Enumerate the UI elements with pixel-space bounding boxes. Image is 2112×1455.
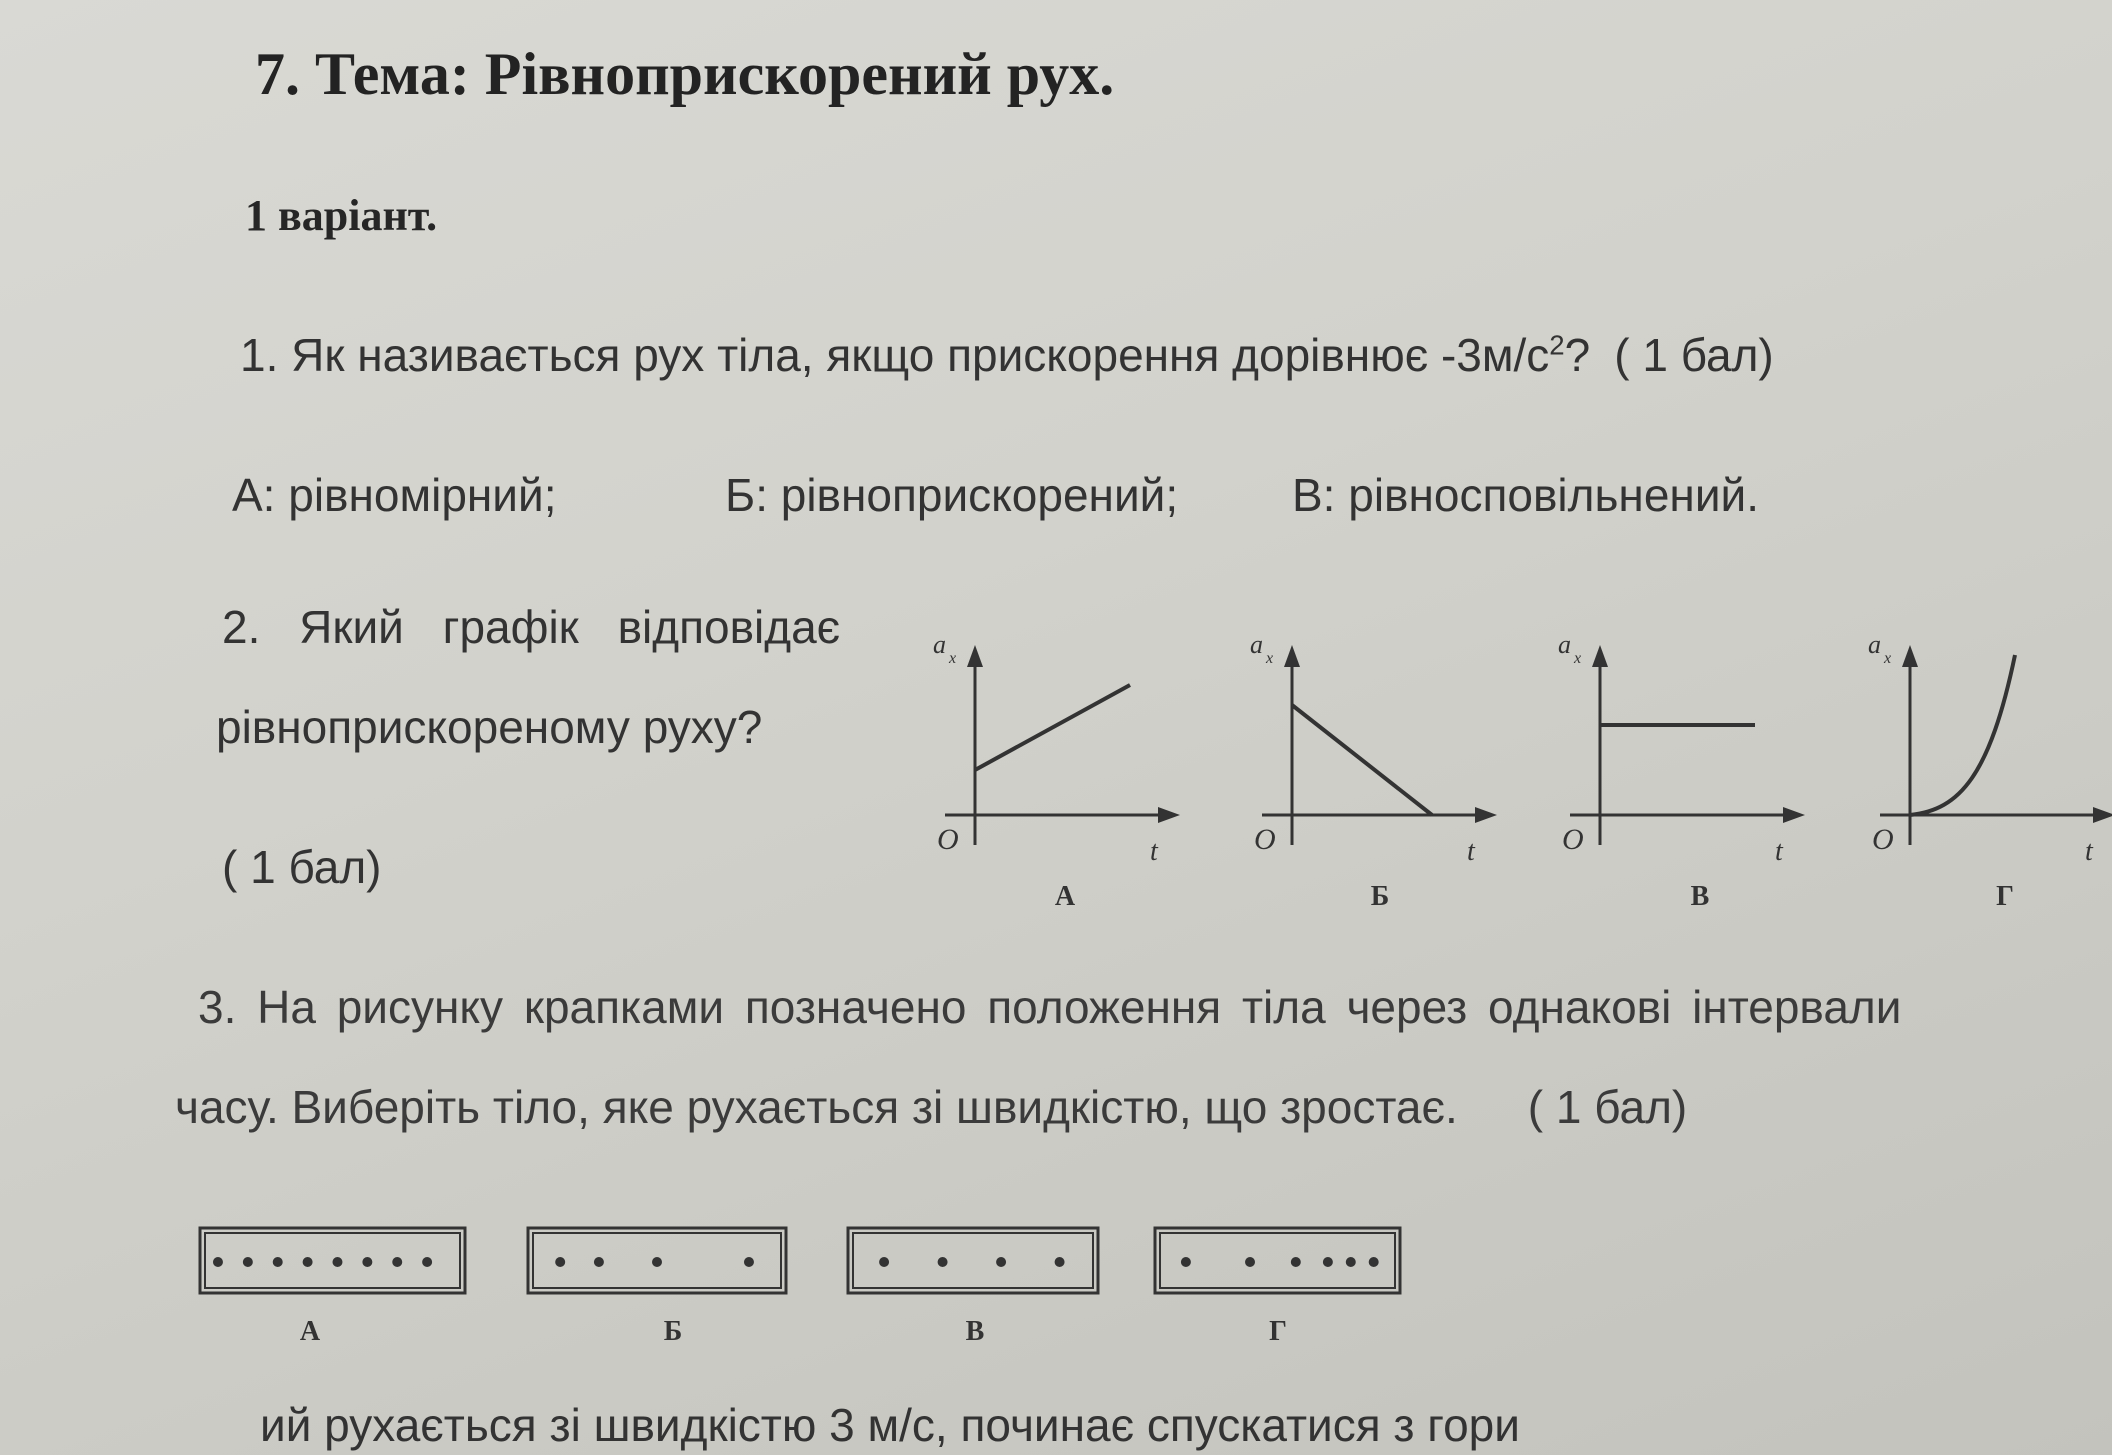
x-axis-arrow	[1475, 807, 1497, 823]
motion-box-inner	[1160, 1233, 1395, 1288]
boxes-layer	[200, 1228, 1400, 1347]
y-axis-arrow	[1902, 645, 1918, 667]
motion-box-2	[528, 1228, 786, 1347]
graph-label: В	[1690, 881, 1710, 912]
y-axis-subscript: x	[1574, 650, 1582, 667]
x-axis-label: t	[1775, 836, 1783, 867]
x-axis-arrow	[2093, 807, 2112, 823]
motion-box-frame	[1155, 1228, 1400, 1293]
y-axis-subscript: x	[1266, 650, 1274, 667]
position-dot	[1369, 1257, 1379, 1267]
question-2-marks: ( 1 бал)	[222, 841, 382, 893]
box-label: Г	[1269, 1316, 1287, 1347]
graph-label: Б	[1370, 881, 1390, 912]
origin-label: O	[937, 823, 959, 856]
graph-curve	[1292, 705, 1432, 815]
x-axis-label: t	[2085, 836, 2093, 867]
position-dot	[273, 1257, 283, 1267]
origin-label: O	[1254, 823, 1276, 856]
y-axis-arrow	[967, 645, 983, 667]
y-axis-arrow	[1592, 645, 1608, 667]
graph-2	[1250, 630, 1497, 912]
position-dot	[1291, 1257, 1301, 1267]
y-axis-subscript: x	[949, 650, 957, 667]
position-dot	[213, 1257, 223, 1267]
box-label: В	[965, 1316, 985, 1347]
y-axis-label: a	[1250, 630, 1263, 659]
answer-c: В: рівносповільнений.	[1292, 469, 1759, 521]
position-dot	[938, 1257, 948, 1267]
question-3-line-2-text: часу. Виберіть тіло, яке рухається зі швидкістю, що зростає.	[175, 1081, 1458, 1133]
question-2-line-2: рівноприскореному руху?	[216, 701, 763, 753]
motion-box-4	[1155, 1228, 1400, 1347]
position-dot	[594, 1257, 604, 1267]
position-dot	[1181, 1257, 1191, 1267]
position-dot	[879, 1257, 889, 1267]
answer-b: Б: рівноприскорений;	[725, 469, 1179, 521]
question-4-partial: ий рухається зі швидкістю 3 м/с, починає спускатися з гори	[260, 1399, 1520, 1451]
position-dot	[1055, 1257, 1065, 1267]
origin-label: O	[1872, 823, 1894, 856]
x-axis-arrow	[1783, 807, 1805, 823]
y-axis-label: a	[933, 630, 946, 659]
position-dot	[1245, 1257, 1255, 1267]
x-axis-label: t	[1150, 836, 1158, 867]
position-dot	[1346, 1257, 1356, 1267]
question-1-tail: ?	[1564, 329, 1591, 381]
graphs-layer	[933, 630, 2112, 912]
graph-1	[933, 630, 1180, 912]
question-1-marks: ( 1 бал)	[1614, 329, 1774, 381]
x-axis-label: t	[1467, 836, 1475, 867]
y-axis-label: a	[1868, 630, 1881, 659]
graph-curve	[975, 685, 1130, 770]
graph-curve	[1910, 655, 2015, 815]
position-dot	[744, 1257, 754, 1267]
x-axis-arrow	[1158, 807, 1180, 823]
origin-label: O	[1562, 823, 1584, 856]
motion-box-1	[200, 1228, 465, 1347]
position-dot	[555, 1257, 565, 1267]
box-label: Б	[663, 1316, 683, 1347]
box-label: А	[299, 1316, 321, 1347]
y-axis-subscript: x	[1884, 650, 1892, 667]
position-dot	[362, 1257, 372, 1267]
graph-4	[1868, 630, 2112, 912]
motion-box-3	[848, 1228, 1098, 1347]
variant-heading: 1 варіант.	[245, 191, 438, 240]
position-dot	[303, 1257, 313, 1267]
graph-label: А	[1054, 881, 1076, 912]
position-dot	[392, 1257, 402, 1267]
question-3-line-1: 3. На рисунку крапками позначено положення тіла через однакові інтервали	[198, 981, 1902, 1033]
question-1-text: 1. Як називається рух тіла, якщо прискорення дорівнює -3м/с	[240, 329, 1550, 381]
graph-label: Г	[1996, 881, 2014, 912]
position-dot	[1323, 1257, 1333, 1267]
position-dot	[422, 1257, 432, 1267]
y-axis-label: a	[1558, 630, 1571, 659]
position-dot	[652, 1257, 662, 1267]
graph-3	[1558, 630, 1805, 912]
page-title: 7. Тема: Рівноприскорений рух.	[255, 41, 1115, 107]
position-dot	[243, 1257, 253, 1267]
position-dot	[996, 1257, 1006, 1267]
question-1-exponent: 2	[1549, 329, 1565, 361]
question-3-marks: ( 1 бал)	[1527, 1081, 1688, 1133]
answer-a: А: рівномірний;	[232, 469, 557, 521]
position-dot	[332, 1257, 342, 1267]
y-axis-arrow	[1284, 645, 1300, 667]
question-2-line-1: 2. Який графік відповідає	[222, 601, 841, 653]
